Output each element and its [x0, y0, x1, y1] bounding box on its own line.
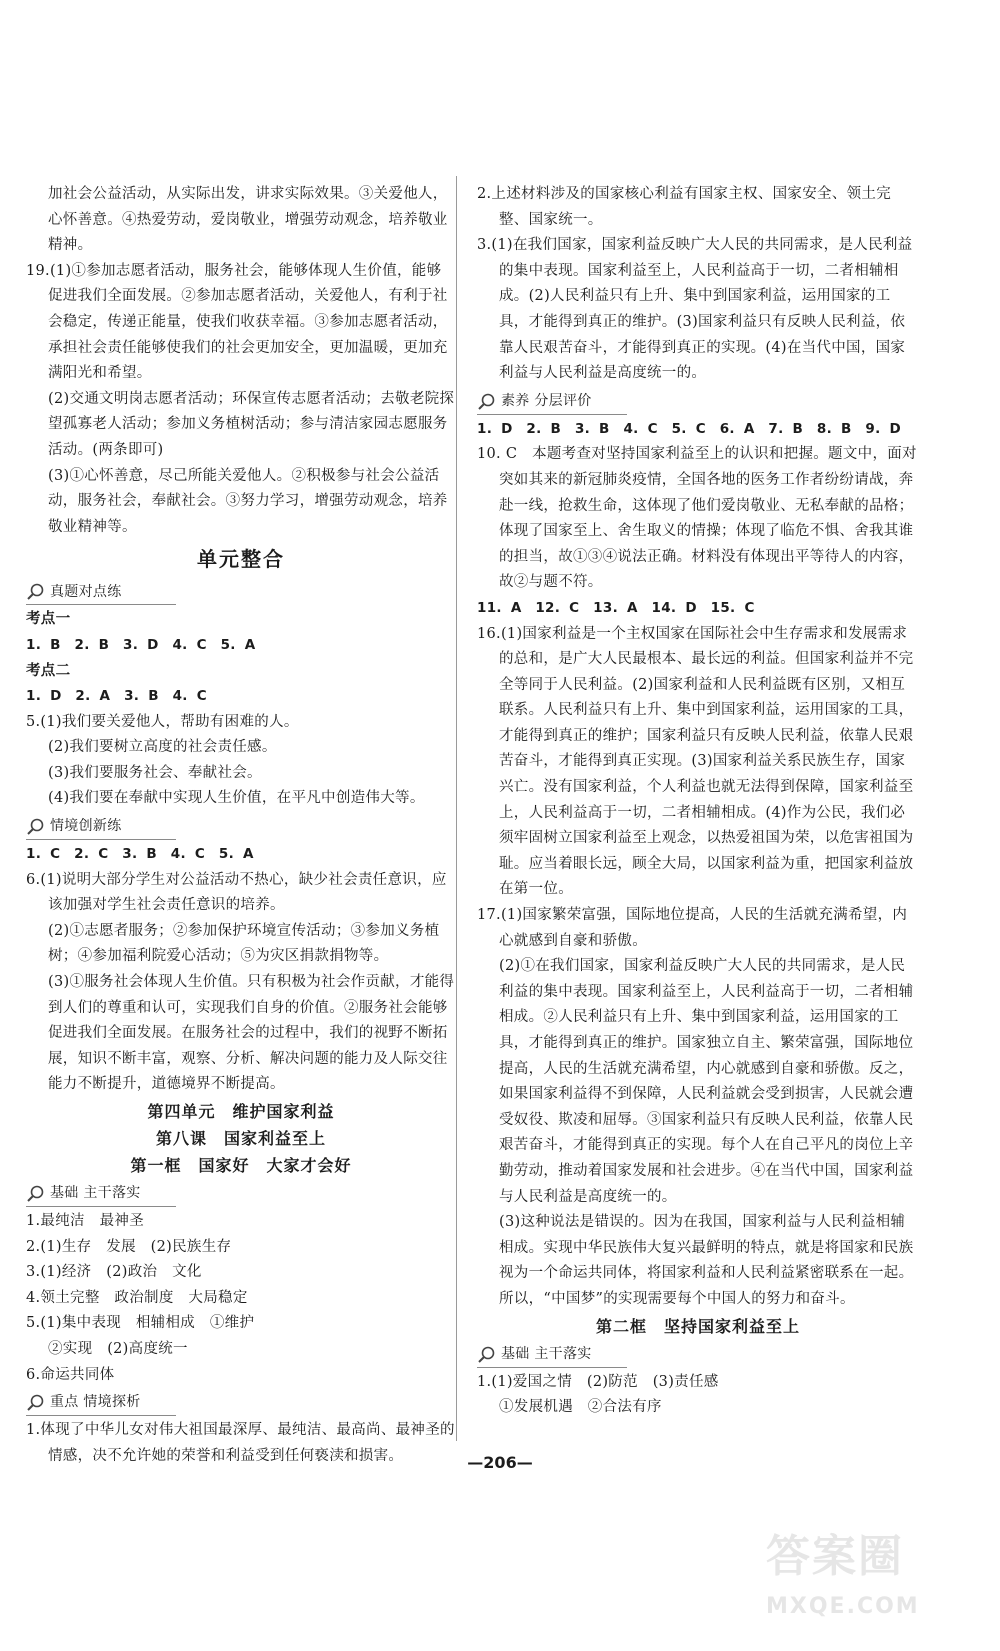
answer-6-1: 6.(1)说明大部分学生对公益活动不热心，缺少社会责任意识，应该加强对学生社会责任意识的培养。 [26, 871, 447, 914]
frame-heading: 第一框 国家好 大家才会好 [130, 1156, 352, 1175]
answer-1: 1.体现了中华儿女对伟大祖国最深厚、最纯洁、最高尚、最神圣的情感，决不允许她的荣誉和利益受到任何亵渎和损害。 [26, 1422, 455, 1464]
answer-17-2: (2)①在我们国家，国家利益反映广大人民的共同需求，是人民利益的集中表现。国家利益至上，人民利益高于一切，二者相辅相成。②人民利益只有上升、集中到国家利益，运用国家的工具，才能得到真正的维护。国家独立自主、繁荣富强，国际地位提高，人民的生活就充满希望，内心就感到自豪和骄傲。反之，如果国家利益得不到保障，人民利益就会受到损害，人民就会遭受奴役、欺凌和屈辱。③国家利益只有反映人民利益，依靠人民艰苦奋斗，才能得到真正的实现。每个人在自己平凡的岗位上辛勤劳动，推动着国家发展和社会进步。④在当代中国，国家利益与人民利益是高度统一的。 [499, 958, 914, 1205]
answer-line: ①发展机遇 ②合法有序 [499, 1399, 662, 1416]
magnifier-icon [477, 392, 497, 412]
section-label [26, 815, 176, 840]
section-label [477, 1343, 627, 1368]
section-label [26, 580, 176, 605]
answer-2: 2.上述材料涉及的国家核心利益有国家主权、国家安全、领土完整、国家统一。 [477, 186, 892, 228]
answer-line: 2.(1)生存 发展 (2)民族生存 [26, 1238, 232, 1255]
section-title: 真题对点练 [50, 583, 122, 600]
answer-line: 1.(1)爱国之情 (2)防范 (3)责任感 [477, 1373, 719, 1390]
magnifier-icon [26, 582, 46, 602]
paragraph: 加社会公益活动，从实际出发，讲求实际效果。③关爱他人，心怀善意。④热爱劳动，爱岗敬业，增强劳动观念，培养敬业精神。 [48, 186, 448, 254]
section-title: 重点 情境探析 [50, 1394, 141, 1411]
answer-5-2: (2)我们要树立高度的社会责任感。 [48, 739, 277, 756]
answer-row: 1. D 2. B 3. B 4. C 5. C 6. A 7. B 8. B 9. D [477, 420, 902, 437]
answer-5-4: (4)我们要在奉献中实现人生价值，在平凡中创造伟大等。 [48, 790, 425, 807]
answer-17-3: (3)这种说法是错误的。因为在我国，国家利益与人民利益相辅相成。实现中华民族伟大复兴最鲜明的特点，就是将国家和民族视为一个命运共同体，将国家利益和人民利益紧密联系在一起。所以，“中国梦”的实现需要每个中国人的努力和奋斗。 [499, 1214, 914, 1307]
magnifier-icon [26, 817, 46, 837]
watermark-logo [766, 1520, 956, 1640]
exam-point-label: 考点二 [26, 662, 71, 679]
section-title: 素养 分层评价 [501, 392, 592, 409]
answer-19-1: 19.(1)①参加志愿者活动，服务社会，能够体现人生价值，能够促进我们全面发展。②参加志愿者活动，关爱他人，有利于社会稳定，传递正能量，使我们收获幸福。③参加志愿者活动，承担社会责任能够使我们的社会更加安全，更加温暖，更加充满阳光和希望。 [26, 262, 448, 382]
section-title: 情境创新练 [50, 818, 122, 835]
answer-5-3: (3)我们要服务社会、奉献社会。 [48, 764, 262, 781]
frame-heading: 第二框 坚持国家利益至上 [595, 1316, 800, 1336]
answer-line: 5.(1)集中表现 相辅相成 ①维护 [26, 1315, 255, 1332]
exam-point-label: 考点一 [26, 611, 71, 628]
lesson-heading: 第八课 国家利益至上 [155, 1129, 326, 1148]
answer-line: ②实现 (2)高度统一 [48, 1340, 188, 1357]
page-number: —206— [467, 1453, 533, 1472]
answer-6-3: (3)①服务社会体现人生价值。只有积极为社会作贡献，才能得到人们的尊重和认可，实现我们自身的价值。②服务社会能够促进我们全面发展。在服务社会的过程中，我们的视野不断拓展，知识不断丰富，观察、分析、解决问题的能力及人际交往能力不断提升，道德境界不断提高。 [48, 974, 455, 1093]
magnifier-icon [477, 1345, 497, 1365]
right-column [477, 182, 919, 1421]
section-title: 基础 主干落实 [50, 1185, 141, 1202]
section-label [477, 390, 627, 415]
left-column [26, 182, 456, 1469]
answer-line: 4.领土完整 政治制度 大局稳定 [26, 1289, 248, 1306]
answer-10: 10. C 本题考查对坚持国家利益至上的认识和把握。题文中，面对突如其来的新冠肺炎疫情，全国各地的医务工作者纷纷请战，奔赴一线，抢救生命，这体现了他们爱岗敬业、无私奉献的品格；体现了国家至上、舍生取义的情操；体现了临危不惧、舍我其谁的担当，故①③④说法正确。材料没有体现出平等待人的内容，故②与题不符。 [477, 446, 917, 591]
answer-19-3: (3)①心怀善意，尽己所能关爱他人。②积极参与社会公益活动，服务社会，奉献社会。③努力学习，增强劳动观念，培养敬业精神等。 [48, 467, 448, 535]
answer-line: 3.(1)经济 (2)政治 文化 [26, 1264, 202, 1281]
unit-summary-heading: 单元整合 [197, 547, 285, 572]
answer-row: 11. A 12. C 13. A 14. D 15. C [477, 599, 755, 616]
answer-19-2: (2)交通文明岗志愿者活动；环保宣传志愿者活动；去敬老院探望孤寡老人活动；参加义务植树活动；参与清洁家园志愿服务活动。(两条即可) [48, 390, 455, 458]
unit-heading: 第四单元 维护国家利益 [147, 1102, 335, 1121]
answer-line: 6.命运共同体 [26, 1366, 115, 1383]
answer-16: 16.(1)国家利益是一个主权国家在国际社会中生存需求和发展需求的总和，是广大人民最根本、最长远的利益。但国家利益并不完全等同于人民利益。(2)国家利益和人民利益既有区别，又相互联系。人民利益只有上升、集中到国家利益，运用国家的工具，才能得到真正的维护；国家利益只有反映人民利益，依靠人民艰苦奋斗，才能得到真正实现。(3)国家利益关系民族生存，国家兴亡。没有国家利益，个人利益也就无法得到保障，国家利益至上，人民利益高于一切，二者相辅相成。(4)作为公民，我们必须牢固树立国家利益至上观念，以热爱祖国为荣，以危害祖国为耻。应当着眼长远，顾全大局，以国家利益为重，把国家利益放在第一位。 [477, 625, 914, 898]
answer-row: 1. B 2. B 3. D 4. C 5. A [26, 636, 256, 653]
answer-5-1: 5.(1)我们要关爱他人，帮助有困难的人。 [26, 713, 299, 730]
answer-row: 1. C 2. C 3. B 4. C 5. A [26, 846, 254, 863]
column-divider [456, 176, 457, 1441]
section-label [26, 1182, 176, 1207]
section-title: 基础 主干落实 [501, 1345, 592, 1362]
magnifier-icon [26, 1393, 46, 1413]
answer-6-2: (2)①志愿者服务；②参加保护环境宣传活动；③参加义务植树；④参加福利院爱心活动；⑤为灾区捐款捐物等。 [48, 922, 440, 965]
answer-17-1: 17.(1)国家繁荣富强，国际地位提高，人民的生活就充满希望，内心就感到自豪和骄傲。 [477, 907, 908, 949]
answer-row: 1. D 2. A 3. B 4. C [26, 688, 207, 705]
answer-line: 1.最纯洁 最神圣 [26, 1213, 145, 1229]
watermark-cn: 答案圈 [766, 1531, 904, 1582]
magnifier-icon [26, 1184, 46, 1204]
section-label [26, 1391, 176, 1416]
watermark-en: MXQE.COM [766, 1594, 920, 1619]
answer-3: 3.(1)在我们国家，国家利益反映广大人民的共同需求，是人民利益的集中表现。国家利益至上，人民利益高于一切，二者相辅相成。(2)人民利益只有上升、集中到国家利益，运用国家的工具，才能得到真正的维护。(3)国家利益只有反映人民利益，依靠人民艰苦奋斗，才能得到真正的实现。(4)在当代中国，国家利益与人民利益是高度统一的。 [477, 237, 913, 382]
